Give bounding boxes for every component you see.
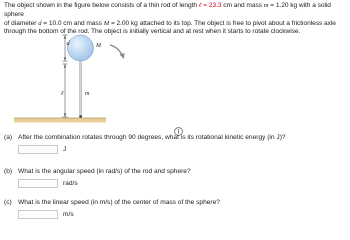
question-label: (a) bbox=[4, 134, 13, 141]
answer-input-a[interactable] bbox=[18, 145, 58, 154]
rod-mass-value: = 1.20 kg with a solid sphere bbox=[4, 2, 331, 18]
diameter-symbol: d bbox=[38, 19, 42, 27]
base-platform bbox=[14, 118, 106, 123]
answer-row-b bbox=[18, 179, 78, 188]
sphere-mass-label: M bbox=[96, 43, 101, 49]
rotation-arrow bbox=[110, 45, 125, 59]
question-b bbox=[4, 168, 191, 176]
answer-row-c bbox=[18, 210, 74, 219]
problem-text: cm and mass bbox=[221, 2, 264, 9]
problem-text: The object shown in the figure below consists of a thin rod of length bbox=[4, 2, 199, 9]
problem-text: through the bottom of the rod. The object is initially vertical and at rest when it starts to rotate clockwise. bbox=[4, 28, 301, 36]
question-text: What is the linear speed (in m/s) of the center of mass of the sphere? bbox=[18, 199, 220, 206]
rod-sphere-figure bbox=[0, 31, 150, 127]
rod-mass-symbol: m bbox=[263, 2, 269, 9]
rod-length-value: 23.3 bbox=[208, 2, 222, 9]
figure-svg bbox=[0, 31, 150, 127]
answer-row-a bbox=[18, 145, 66, 154]
sphere-mass-value: = 2.00 kg attached to its top. The object is free to pivot about a frictionless axle bbox=[109, 19, 336, 27]
pivot-axle bbox=[79, 115, 82, 118]
question-a bbox=[4, 134, 286, 142]
answer-input-b[interactable] bbox=[18, 179, 58, 188]
question-label: (c) bbox=[4, 199, 12, 206]
answer-unit-a: J bbox=[63, 146, 67, 153]
question-text: After the combination rotates through 90 degrees, what is its rotational kinetic energy (in J)? bbox=[18, 134, 286, 141]
problem-text: of diameter bbox=[4, 19, 39, 27]
length-label: ℓ bbox=[61, 91, 64, 97]
diameter-label: d bbox=[66, 41, 70, 47]
sphere-mass-symbol: M bbox=[103, 19, 110, 27]
sphere bbox=[68, 35, 94, 61]
question-text: What is the angular speed (in rad/s) of the rod and sphere? bbox=[18, 168, 191, 175]
question-c bbox=[4, 199, 220, 207]
info-circle-icon[interactable] bbox=[174, 123, 183, 132]
rod-length-symbol: ℓ bbox=[198, 2, 202, 9]
diameter-dimension bbox=[63, 35, 68, 61]
diameter-value: = 10.0 cm and mass bbox=[41, 19, 104, 27]
answer-unit-c: m/s bbox=[63, 211, 74, 218]
question-label: (b) bbox=[4, 168, 13, 175]
rod-mass-label: m bbox=[85, 91, 90, 97]
rod bbox=[80, 60, 82, 117]
answer-input-c[interactable] bbox=[18, 210, 58, 219]
answer-unit-b: rad/s bbox=[63, 180, 78, 187]
rod-length-equals: = bbox=[201, 2, 209, 9]
